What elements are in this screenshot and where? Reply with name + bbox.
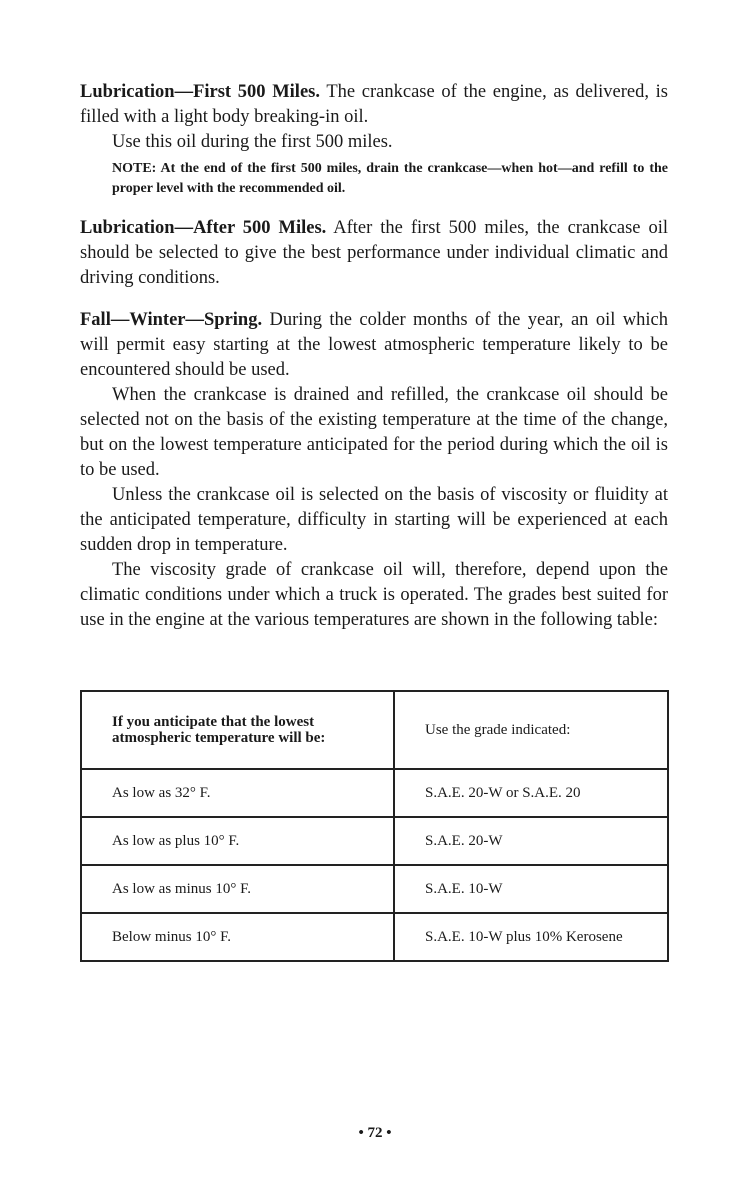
page-body — [80, 80, 668, 633]
header-cell: If you anticipate that the lowest atmospheric temperature will be: — [81, 691, 394, 769]
grade-cell: S.A.E. 10-W — [394, 865, 668, 913]
temperature-cell: As low as 32° F. — [81, 769, 394, 817]
table-row — [81, 865, 668, 913]
section-fall-winter-spring — [80, 308, 668, 383]
paragraph: When the crankcase is drained and refilled, the crankcase oil should be selected not on the basis of the existing temperature at the time of the change, but on the lowest temperature anticipated for the period during which the oil is to be used. — [80, 385, 668, 480]
grade-cell: S.A.E. 20-W or S.A.E. 20 — [394, 769, 668, 817]
section-text: During the colder months of the year, an oil which will permit easy starting at the lowest atmospheric temperature likely to be encountered should be used. — [80, 310, 668, 380]
section-heading: Fall—Winter—Spring. — [80, 310, 263, 330]
section-text: After the first 500 miles, the crankcase oil should be selected to give the best performance under individual climatic and driving conditions. — [80, 218, 668, 288]
section-after-500 — [80, 216, 668, 291]
header-cell: Use the grade indicated: — [394, 691, 668, 769]
paragraph: The viscosity grade of crankcase oil will, therefore, depend upon the climatic conditions under which a truck is operated. The grades best suited for use in the engine at the various temperatures are shown in the following table: — [80, 560, 668, 630]
grade-cell: S.A.E. 20-W — [394, 817, 668, 865]
table-row — [81, 913, 668, 961]
section-text: The crankcase of the engine, as delivered, is filled with a light body breaking-in oil. — [80, 82, 669, 127]
temperature-cell: Below minus 10° F. — [81, 913, 394, 961]
temperature-cell: As low as minus 10° F. — [81, 865, 394, 913]
table-header-row — [81, 691, 668, 769]
page-number: • 72 • — [358, 1125, 392, 1141]
section-heading: Lubrication—After 500 Miles. — [80, 218, 327, 238]
temperature-cell: As low as plus 10° F. — [81, 817, 394, 865]
paragraph: Unless the crankcase oil is selected on the basis of viscosity or fluidity at the anticipated temperature, difficulty in starting will be experienced at each sudden drop in temperature. — [80, 485, 668, 555]
grade-cell: S.A.E. 10-W plus 10% Kerosene — [394, 913, 668, 961]
oil-grade-table — [80, 690, 669, 962]
section-first-500 — [80, 80, 668, 130]
note: NOTE: At the end of the first 500 miles, drain the crankcase—when hot—and refill to the proper level with the recommended oil. — [112, 161, 668, 196]
table-row — [81, 769, 668, 817]
paragraph: Use this oil during the first 500 miles. — [112, 132, 393, 152]
table-row — [81, 817, 668, 865]
section-heading: Lubrication—First 500 Miles. — [80, 82, 320, 102]
